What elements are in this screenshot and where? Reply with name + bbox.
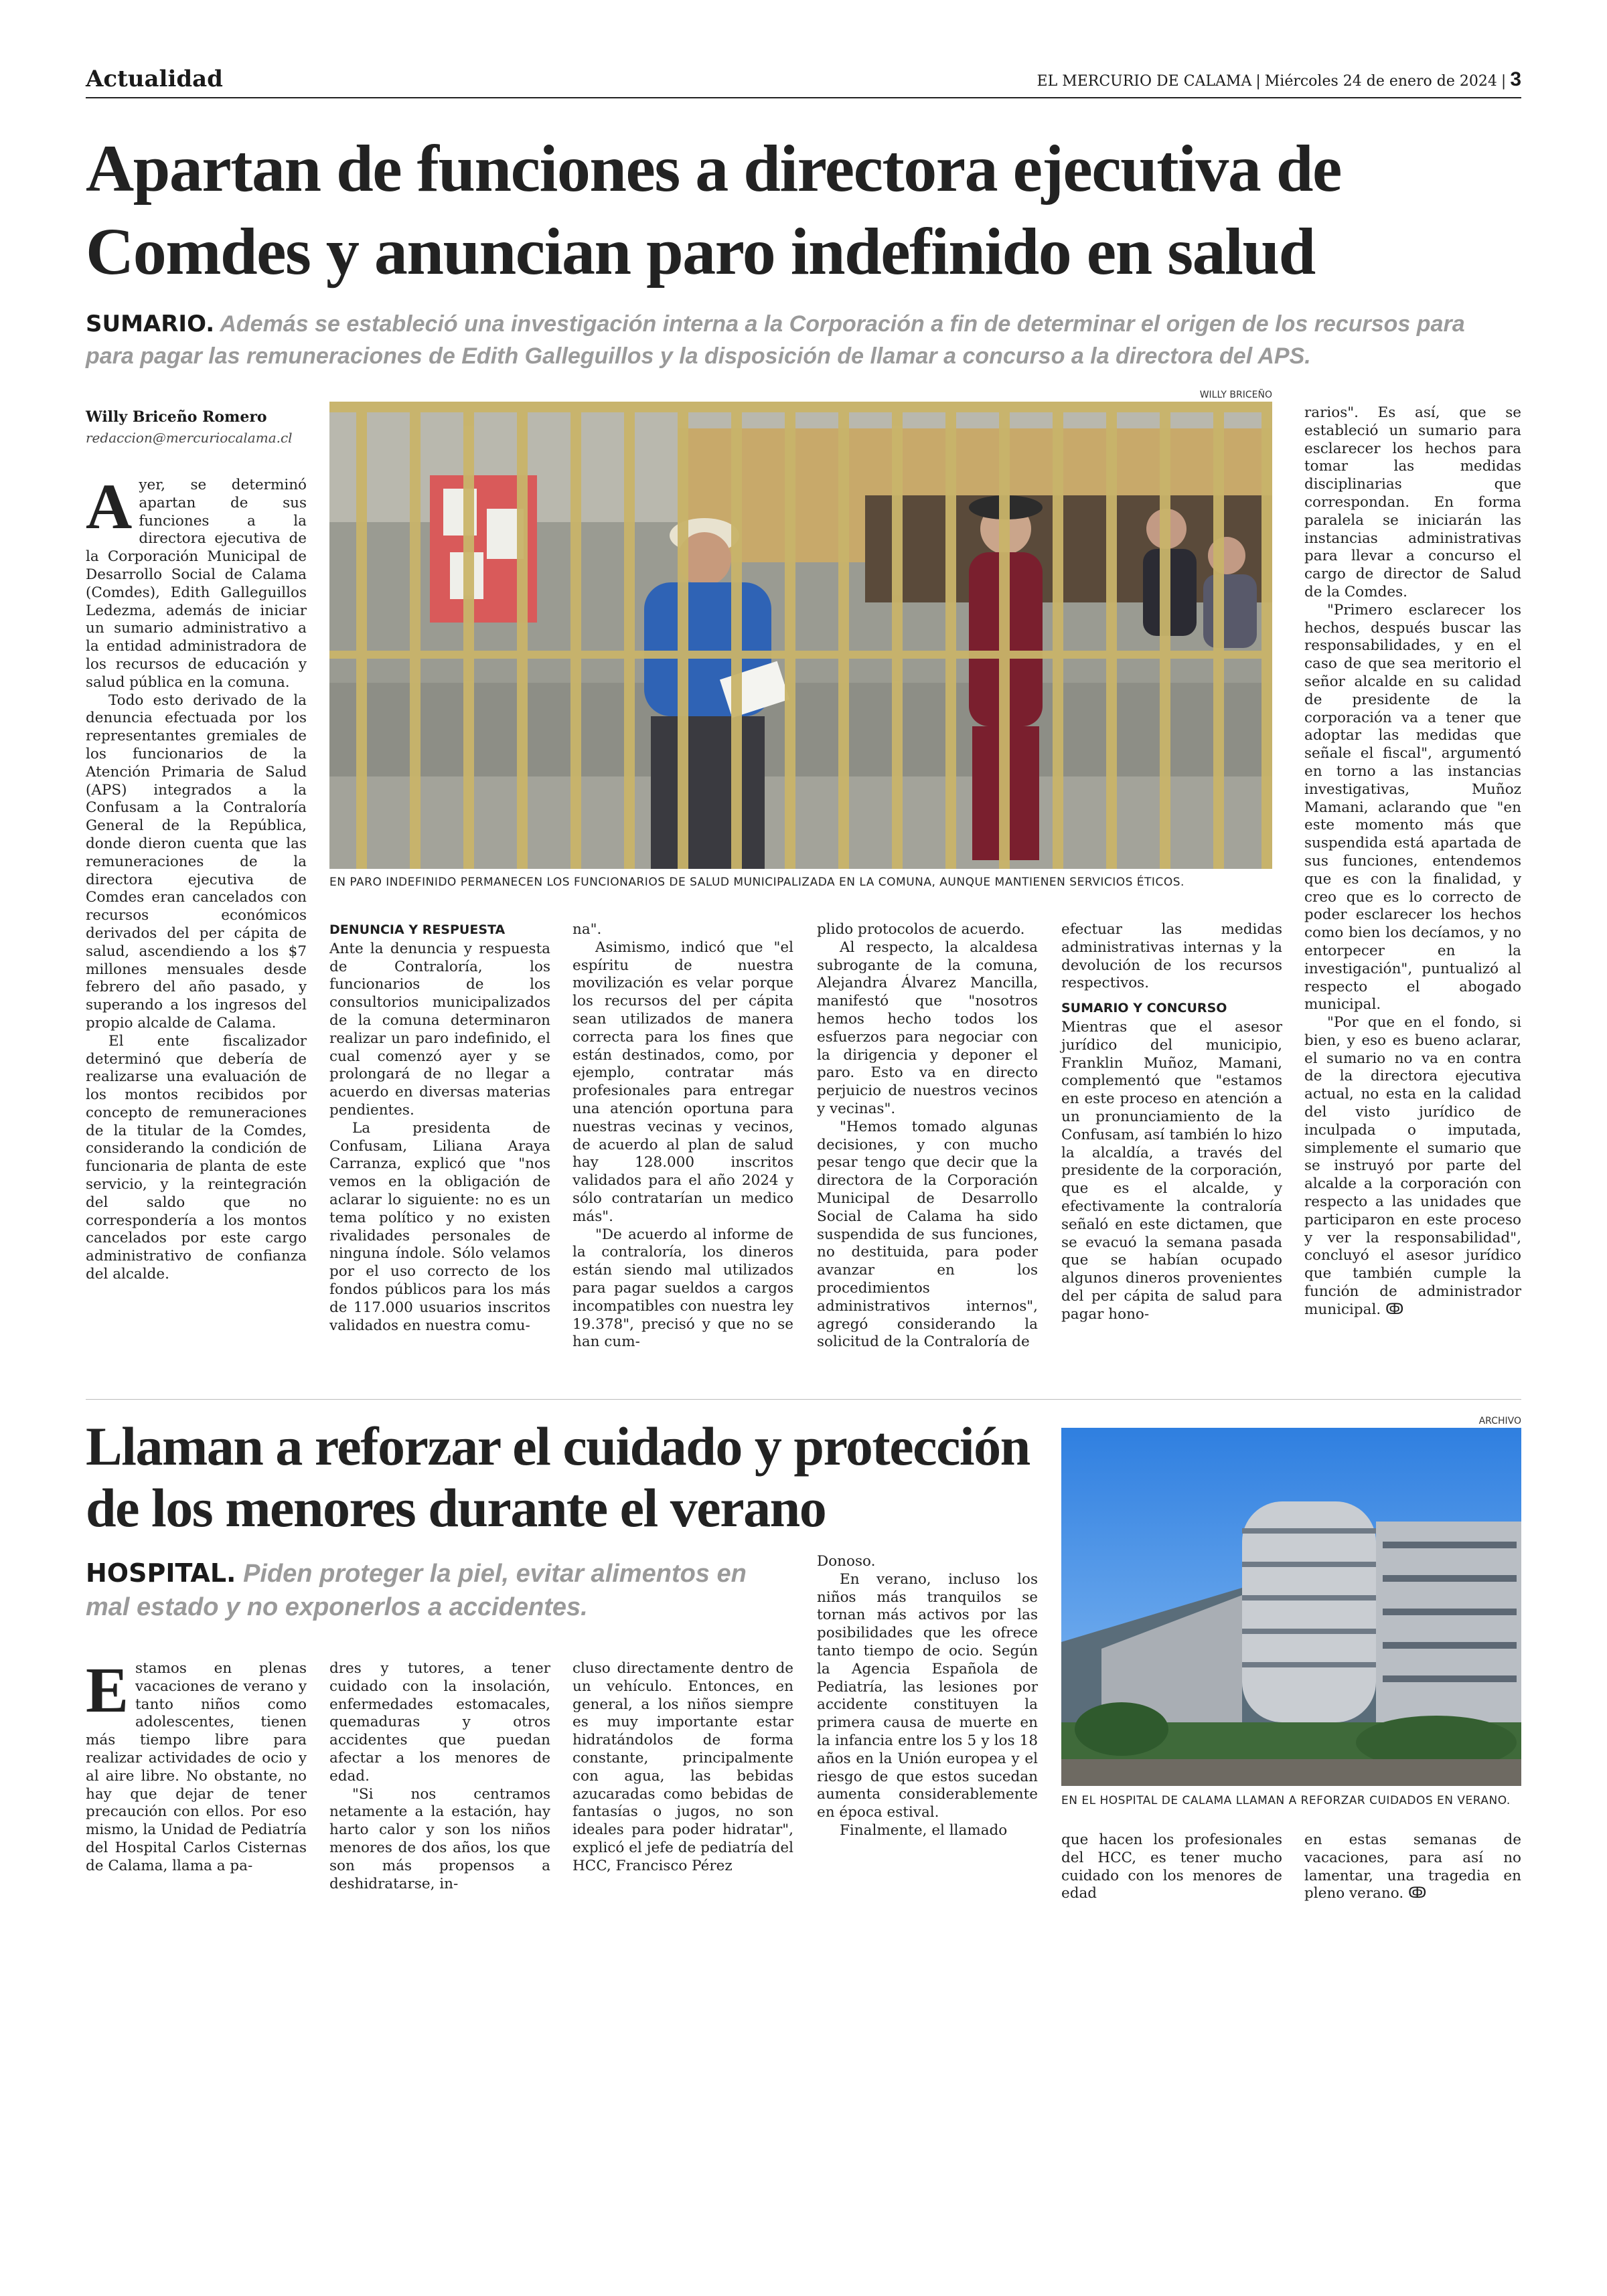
- article-paragraph: cluso directamente dentro de un vehículo. Entonces, en general, a los niños siempre es muy importante estar hidratándolos de forma constante, principalmente con agua, las bebidas azucaradas como bebidas de fantasías o jugos, no son ideales para poder hidratar", explicó el jefe de pediatría del HCC, Francisco Pérez: [572, 1660, 793, 1874]
- article-paragraph: [86, 1654, 307, 1876]
- article-paragraph: efectuar las medidas administrativas internas y la devolución de los recursos respectivos.: [1061, 921, 1282, 992]
- issue-date: Miércoles 24 de enero de 2024: [1264, 73, 1497, 90]
- photo-caption: EN EL HOSPITAL DE CALAMA LLAMAN A REFORZAR CUIDADOS EN VERANO.: [1061, 1794, 1511, 1807]
- article-paragraph: En verano, incluso los niños más tranquilos se tornan más activos por las posibilidades que les ofrece tanto tiempo de ocio. Según la Agencia Española de Pediatría, las lesiones por accidente constituyen la primera causa de muerte en la infancia entre los 5 y los 18 años en la Unión europea y el riesgo de que estos sucedan aumenta considerablemente en época estival.: [817, 1570, 1038, 1821]
- second-article-column-2: [329, 1660, 550, 1893]
- masthead: EL MERCURIO DE CALAMA | Miércoles 24 de enero de 2024 | 3: [1037, 68, 1521, 90]
- section-label: Actualidad: [86, 66, 223, 92]
- byline-author: Willy Briceño Romero: [86, 408, 267, 426]
- summary-text: Además se estableció una investigación interna a la Corporación a fin de determinar el origen de los recursos para para pagar las remuneraciones de Edith Galleguillos y la disposición de llamar a concurso a la directora del APS.: [86, 311, 1465, 369]
- second-article-column-1: [86, 1654, 307, 1876]
- paragraph-text: yer, se determinó apartan de sus funciones a la directora ejecutiva de la Corporación Municipal de Desarrollo Social de Calama (Comdes), Edith Galleguillos Ledezma, además de iniciar un sumario administrativo a la entidad administradora de los recursos de educación y salud pública en la comuna.: [86, 477, 307, 691]
- article-paragraph: El ente fiscalizador determinó que debería de realizarse una evaluación de los montos recibidos por concepto de remuneraciones de la titular de la Comdes, considerando la condición de funcionaria de planta de este servicio, y la reintegración del saldo que no correspondería a los montos cancelados por este cargo administrativo de confianza del alcalde.: [86, 1032, 307, 1283]
- health-strike-illustration: [329, 402, 1272, 869]
- article-paragraph: Al respecto, la alcaldesa subrogante de la comuna, Alejandra Álvarez Mancilla, manifestó que "nosotros hemos hecho todos los esfuerzos para negociar con la dirigencia y deponer el paro. Esto va en directo perjuicio de nuestros vecinos y vecinas".: [817, 938, 1038, 1117]
- main-summary: [86, 308, 1519, 372]
- hospital-photo: [1061, 1428, 1521, 1786]
- second-article-column-5: [1061, 1831, 1282, 1903]
- newspaper-name: EL MERCURIO DE CALAMA: [1037, 73, 1252, 90]
- article-paragraph: rarios". Es así, que se estableció un sumario para esclarecer los hechos para tomar las medidas disciplinarias que correspondan. En forma paralela se iniciarán las instancias administrativas para llevar a concurso el cargo de director de Salud de la Comdes.: [1304, 404, 1521, 600]
- subhead: DENUNCIA Y RESPUESTA: [329, 922, 506, 937]
- summary-text: Piden proteger la piel, evitar alimentos en mal estado y no exponerlos a accidentes.: [86, 1560, 747, 1621]
- second-article-column-4: [817, 1553, 1038, 1840]
- section-divider: [86, 1399, 1521, 1400]
- article-paragraph: [1304, 1831, 1521, 1903]
- article-paragraph: Finalmente, el llamado: [840, 1821, 1008, 1839]
- second-article-column-6: [1304, 1831, 1521, 1903]
- hospital-illustration: [1061, 1428, 1521, 1786]
- article-paragraph: [1304, 1014, 1521, 1319]
- article-paragraph: Ante la denuncia y respuesta de Contraloría, los funcionarios de los consultorios municipalizados de la comuna determinaron realizar un paro indefinido, el cual comenzó ayer y se prolongará de no llegar a acuerdo en diversas materias pendientes.: [329, 940, 550, 1119]
- photo-credit: WILLY BRICEÑO: [1199, 390, 1272, 400]
- photo-credit: ARCHIVO: [1478, 1416, 1521, 1426]
- main-article-column-6: [1304, 404, 1521, 1319]
- second-summary: [86, 1556, 755, 1624]
- article-paragraph: dres y tutores, a tener cuidado con la insolación, enfermedades estomacales, quemaduras y otros accidentes que puedan afectar a los menores de edad.: [329, 1660, 550, 1785]
- main-article-column-4: [817, 921, 1038, 1351]
- paragraph-text: "Por que en el fondo, si bien, y eso es bueno aclarar, el sumario no va en contra de la directora ejecutiva actual, no esta en la calidad del visto jurídico de inculpada o imputada, simplemente el sumario que se instruyó por parte del alcalde a la corporación con respecto a las unidades que participaron en este proceso y ver la responsabilidad", concluyó el asesor jurídico que también cumple la función de administrador municipal.: [1304, 1014, 1521, 1318]
- article-paragraph: La presidenta de Confusam, Liliana Araya Carranza, explicó que "nos vemos en la obligación de aclarar lo siguiente: no es un tema político y no existen rivalidades personales de ninguna índole. Sólo velamos por el uso correcto de los fondos públicos para los más de 117.000 usuarios inscritos validados en nuestra comu-: [329, 1119, 550, 1334]
- article-paragraph: "Hemos tomado algunas decisiones, y con mucho pesar tengo que decir que la directora de la Corporación Municipal de Desarrollo Social de Calama ha sido suspendida de sus funciones, no destituida, para poder avanzar en los procedimientos administrativos internos", agregó considerando la solicitud de la Contraloría de: [817, 1118, 1038, 1351]
- dropcap: A: [86, 471, 133, 542]
- article-paragraph: na".: [572, 921, 602, 938]
- header-divider: [86, 97, 1521, 98]
- main-article-column-1: [86, 471, 307, 1284]
- paragraph-text: stamos en plenas vacaciones de verano y tanto niños como adolescentes, tienen más tiempo libre para realizar actividades de ocio y al aire libre. No obstante, no hay que dejar de tener precaución con ellos. Por eso mismo, la Unidad de Pediatría del Hospital Carlos Cisternas de Calama, llama a pa-: [86, 1660, 307, 1874]
- main-article-column-3: [572, 921, 793, 1351]
- article-paragraph: Todo esto derivado de la denuncia efectuada por los representantes gremiales de los funcionarios de la Atención Primaria de Salud (APS) integrados a la Confusam a la Contraloría General de la República, donde dieron cuenta que las remuneraciones de la directora ejecutiva de Comdes eran cancelados con recursos económicos derivados del per cápita de salud, ascendiendo a los $7 millones mensuales desde febrero del año pasado, y superando a los ingresos del propio alcalde de Calama.: [86, 691, 307, 1032]
- subhead: SUMARIO Y CONCURSO: [1061, 1001, 1227, 1016]
- article-paragraph: Asimismo, indicó que "el espíritu de nuestra movilización es velar porque los recursos del per cápita sean utilizados de manera correcta para los fines que están destinados, como, por ejemplo, contratar más profesionales para entregar una atención oportuna para nuestras vecinas y vecinos, de acuerdo al plan de salud hay 128.000 inscritos validados para el año 2024 y sólo contratarían un medico más".: [572, 938, 793, 1225]
- article-paragraph: que hacen los profesionales del HCC, es tener mucho cuidado con los menores de edad: [1061, 1831, 1282, 1902]
- end-of-article-icon: ↂ: [1385, 1301, 1404, 1318]
- article-paragraph: [86, 471, 307, 692]
- summary-label: SUMARIO.: [86, 311, 215, 337]
- end-of-article-icon: ↂ: [1408, 1885, 1427, 1902]
- byline-email[interactable]: redaccion@mercuriocalama.cl: [86, 430, 293, 446]
- article-paragraph: "Si nos centramos netamente a la estación, hay harto calor y son los niños menores de dos años, los que son más propensos a deshidratarse, in-: [329, 1785, 550, 1892]
- health-strike-photo: [329, 402, 1272, 869]
- photo-caption: EN PARO INDEFINIDO PERMANECEN LOS FUNCIONARIOS DE SALUD MUNICIPALIZADA EN LA COMUNA, AUNQUE MANTIENEN SERVICIOS ÉTICOS.: [329, 876, 1184, 889]
- second-article-column-3: [572, 1660, 793, 1876]
- main-article-column-2: [329, 914, 550, 1335]
- page-number: 3: [1510, 68, 1521, 90]
- article-paragraph: "De acuerdo al informe de la contraloría, los dineros están siendo mal utilizados para pagar sueldos a cargos incompatibles con nuestra ley 19.378", precisó y que no se han cum-: [572, 1226, 793, 1351]
- second-headline: Llaman a reforzar el cuidado y protección de los menores durante el verano: [86, 1416, 1030, 1538]
- paragraph-text: en estas semanas de vacaciones, para así no lamentar, una tragedia en pleno verano.: [1304, 1831, 1521, 1902]
- article-paragraph: plido protocolos de acuerdo.: [817, 921, 1025, 938]
- main-headline: Apartan de funciones a directora ejecutiva de Comdes y anuncian paro indefinido en salud: [86, 131, 1341, 289]
- article-paragraph: Mientras que el asesor jurídico del municipio, Franklin Muñoz, Mamani, complementó que "estamos en este proceso en atención a un pronunciamiento de la Confusam, así también lo hizo la alcaldía, a través del presidente de la corporación, que es el alcalde, y efectivamente la contraloría señaló en este dictamen, que se evacuó la semana pasada que se habían ocupado algunos dineros provenientes del per cápita de salud para pagar hono-: [1061, 1018, 1282, 1323]
- summary-label: HOSPITAL.: [86, 1558, 236, 1588]
- article-paragraph: "Primero esclarecer los hechos, después buscar las responsabilidades, y en el caso de que sea meritorio el señor alcalde en su calidad de presidente de la corporación va a tener que adoptar las medidas que señale el fiscal", argumentó en torno a las instancias investigativas, Muñoz Mamani, aclarando que "en este momento más que suspendida está apartada de sus funciones, entendemos que es con la finalidad, y creo que es lo correcto de poder esclarecer los hechos como bien los decíamos, y no entorpecer en la investigación", puntualizó al respecto el abogado municipal.: [1304, 601, 1521, 1013]
- dropcap: E: [86, 1654, 129, 1726]
- main-article-column-5: [1061, 921, 1282, 1324]
- article-paragraph: Donoso.: [817, 1553, 876, 1570]
